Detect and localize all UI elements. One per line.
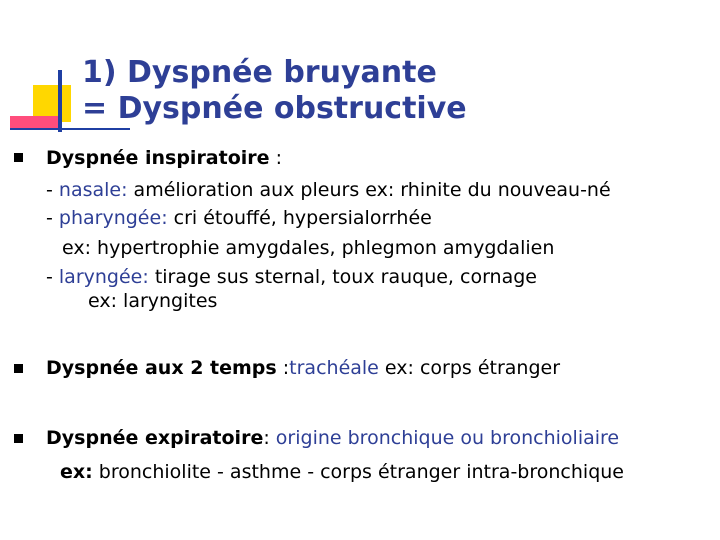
nasal-line <box>46 178 611 202</box>
section3-ex-text: bronchiolite - asthme - corps étranger intra-bronchique <box>92 461 624 483</box>
section2-text: ex: corps étranger <box>378 357 561 379</box>
bullet-square <box>14 434 23 443</box>
laryngeal-example: ex: laryngites <box>88 290 218 312</box>
section2-heading: Dyspnée aux 2 temps <box>46 357 277 379</box>
section3-term: origine bronchique ou bronchioliaire <box>275 427 620 449</box>
section3-ex-label: ex: <box>60 461 93 483</box>
section2-sep: : <box>276 357 290 379</box>
laryngeal-text: tirage sus sternal, toux rauque, cornage <box>148 266 537 288</box>
slide-title-line1: 1) Dyspnée bruyante <box>82 55 437 90</box>
nasal-term: nasale: <box>58 179 128 201</box>
pharyngeal-text: cri étouffé, hypersialorrhée <box>167 207 432 229</box>
decor-horizontal-line <box>10 128 130 130</box>
section1-heading-suffix: : <box>269 147 282 169</box>
section3-sep: : <box>263 427 276 449</box>
nasal-text: amélioration aux pleurs ex: rhinite du nouveau-né <box>127 179 611 201</box>
bullet-square <box>14 364 23 373</box>
section1-heading: Dyspnée inspiratoire <box>46 147 270 169</box>
section3-heading: Dyspnée expiratoire <box>46 427 264 449</box>
slide-title-line2: = Dyspnée obstructive <box>82 91 467 126</box>
pharyngeal-term: pharyngée: <box>58 207 168 229</box>
section2-line <box>46 356 560 380</box>
pharyngeal-example: ex: hypertrophie amygdales, phlegmon amygdalien <box>62 237 555 259</box>
decor-vertical-line <box>58 70 62 132</box>
slide-title <box>82 55 467 127</box>
nasal-prefix: - <box>46 179 59 201</box>
laryngeal-prefix: - <box>46 266 59 288</box>
pharyngeal-line <box>46 206 432 230</box>
section3-line <box>46 426 619 450</box>
section2-term: trachéale <box>289 357 379 379</box>
section3-example-line <box>60 460 624 484</box>
pharyngeal-prefix: - <box>46 207 59 229</box>
section1-heading-line <box>46 146 282 170</box>
laryngeal-term: laryngée: <box>58 266 149 288</box>
bullet-square <box>14 153 23 162</box>
laryngeal-line <box>46 265 537 289</box>
